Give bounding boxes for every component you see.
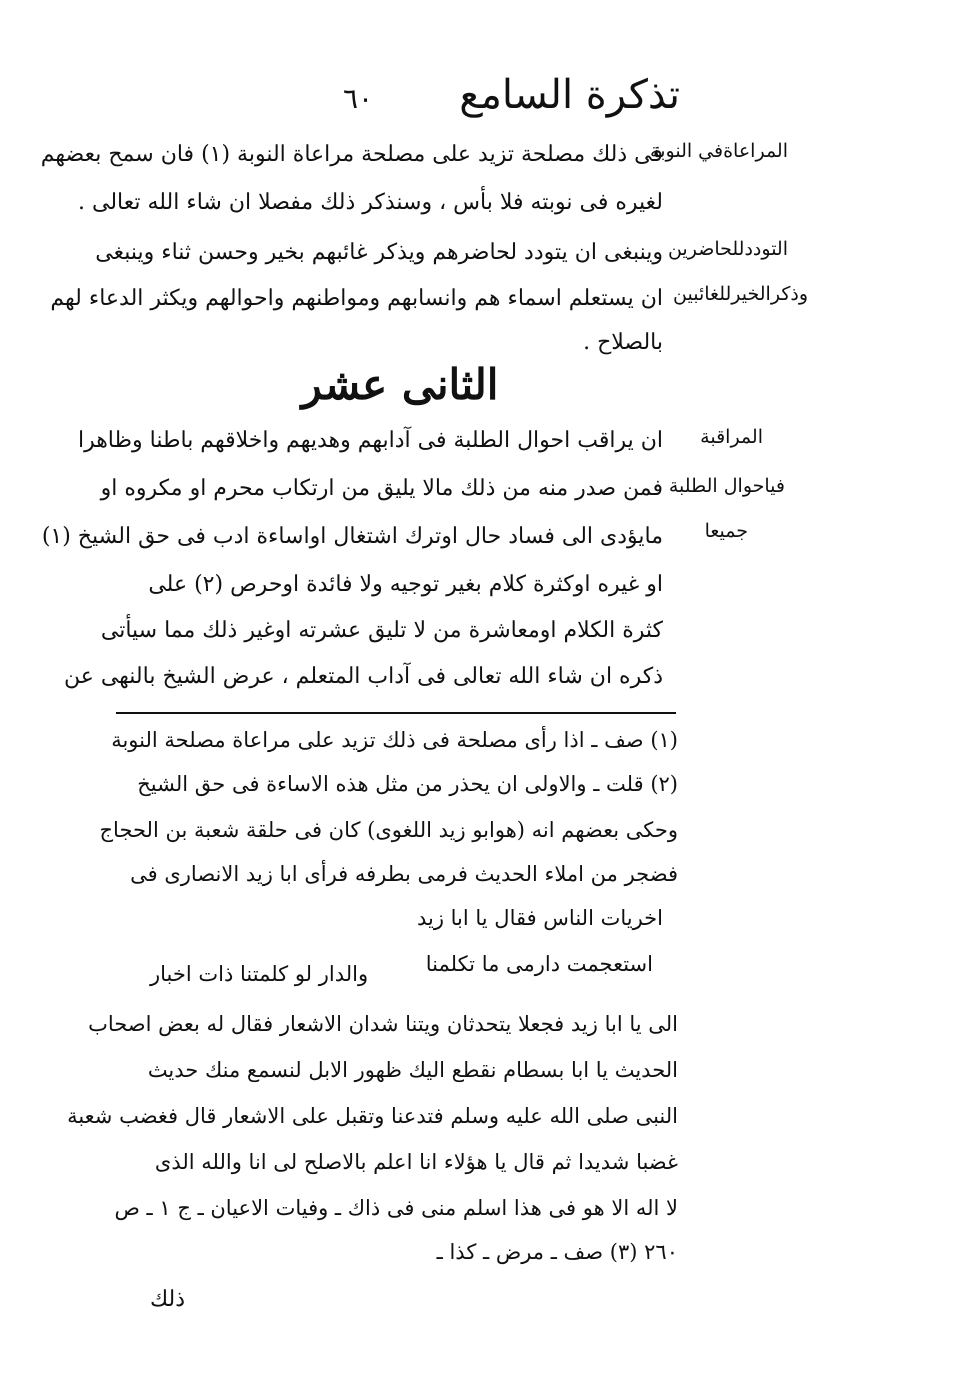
margin-note-supervision: المراقبة xyxy=(700,426,763,448)
body-line: او غيره اوكثرة كلام بغير توجيه ولا فائدة اوحرص (٢) على xyxy=(148,572,663,597)
section-heading: الثانى عشر xyxy=(301,360,499,409)
margin-note-students: فياحوال الطلبة xyxy=(668,475,785,497)
body-line: فمن صدر منه من ذلك مالا يليق من ارتكاب محرم او مكروه او xyxy=(100,476,663,501)
running-head-title: تذكرة السامع xyxy=(459,72,680,118)
footnote-line: اخريات الناس فقال يا ابا زيد xyxy=(416,906,663,930)
verse-first-hemistich: استعجمت دارمى ما تكلمنا xyxy=(425,952,653,976)
margin-note-all: جميعا xyxy=(704,520,748,542)
body-line: بالصلاح . xyxy=(583,330,663,355)
footnote-line: النبى صلى الله عليه وسلم فتدعنا وتقبل على الاشعار قال فغضب شعبة xyxy=(67,1104,678,1128)
body-line: مايؤدى الى فساد حال اوترك اشتغال اواساءة ادب فى حق الشيخ (١) xyxy=(41,524,663,549)
footnote-line: الى يا ابا زيد فجعلا يتحدثان ويتنا شدان الاشعار فقال له بعض اصحاب xyxy=(88,1012,678,1036)
page-number: ٦٠ xyxy=(343,82,374,115)
body-line: ان يراقب احوال الطلبة فى آدابهم وهديهم واخلاقهم باطنا وظاهرا xyxy=(77,428,663,453)
footnote-line: فضجر من املاء الحديث فرمى بطرفه فرأى ابا زيد الانصارى فى xyxy=(130,862,678,886)
catchword: ذلك xyxy=(150,1287,186,1312)
footnote-line: الحديث يا ابا بسطام نقطع اليك ظهور الابل لنسمع منك حديث xyxy=(147,1058,678,1082)
footnote-line: غضبا شديدا ثم قال يا هؤلاء انا اعلم بالاصلح لى انا والله الذى xyxy=(154,1150,678,1174)
footnote-line: وحكى بعضهم انه (هوابو زيد اللغوى) كان فى حلقة شعبة بن الحجاج xyxy=(99,818,678,842)
body-line: فى ذلك مصلحة تزيد على مصلحة مراعاة النوبة (١) فان سمح بعضهم xyxy=(40,142,663,167)
body-line: ان يستعلم اسماء هم وانسابهم ومواطنهم واحوالهم ويكثر الدعاء لهم xyxy=(50,286,663,311)
footnote-line: لا اله الا هو فى هذا اسلم منى فى ذاك ـ وفيات الاعيان ـ ج ١ ـ ص xyxy=(114,1196,678,1220)
footnote-line: (٢) قلت ـ والاولى ان يحذر من مثل هذه الاساءة فى حق الشيخ xyxy=(137,772,678,796)
margin-note-friendliness: التوددللحاضرين xyxy=(667,238,788,260)
margin-note-absent-mention: وذكرالخيرللغائبين xyxy=(673,283,808,305)
footnote-separator xyxy=(116,712,676,714)
footnote-line: (١) صف ـ اذا رأى مصلحة فى ذلك تزيد على مراعاة مصلحة النوبة xyxy=(111,728,678,752)
margin-note-turn-taking: المراعاةفي النوبة xyxy=(650,140,788,162)
footnote-line: ٢٦٠ (٣) صف ـ مرض ـ كذا ـ xyxy=(436,1240,678,1264)
body-line: كثرة الكلام اومعاشرة من لا تليق عشرته اوغير ذلك مما سيأتى xyxy=(100,618,663,643)
body-line: ذكره ان شاء الله تعالى فى آداب المتعلم ، عرض الشيخ بالنهى عن xyxy=(63,664,663,689)
body-line: لغيره فى نوبته فلا بأس ، وسنذكر ذلك مفصلا ان شاء الله تعالى . xyxy=(78,190,663,215)
body-line: وينبغى ان يتودد لحاضرهم ويذكر غائبهم بخير وحسن ثناء وينبغى xyxy=(95,240,663,265)
verse-second-hemistich: والدار لو كلمتنا ذات اخبار xyxy=(150,962,369,986)
